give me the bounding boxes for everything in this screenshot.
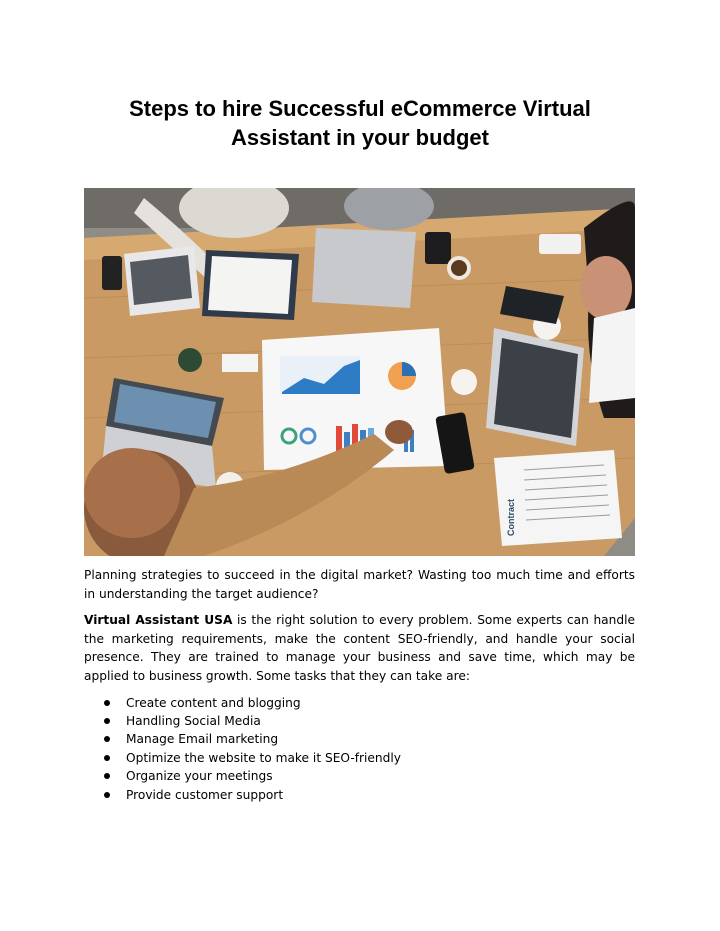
team-meeting-photo <box>84 188 635 556</box>
hero-image <box>84 188 635 556</box>
list-item: Provide customer support <box>104 786 635 804</box>
list-item: Manage Email marketing <box>104 730 635 748</box>
list-item: Optimize the website to make it SEO-friendly <box>104 749 635 767</box>
bullet-icon <box>104 700 110 706</box>
bullet-icon <box>104 773 110 779</box>
page-title-line-2: Assistant in your budget <box>231 125 489 150</box>
task-list <box>84 694 635 804</box>
list-item: Create content and blogging <box>104 694 635 712</box>
list-item: Handling Social Media <box>104 712 635 730</box>
bullet-icon <box>104 736 110 742</box>
va-link-text: Virtual Assistant USA <box>84 613 233 628</box>
va-paragraph-text: is the right solution to every problem. Some experts can handle the marketing requirements, make the content SEO-friendly, and handle your social presence. They are trained to manage your business and save time, which may be applied to business growth. Some tasks that they can take are: <box>84 613 636 683</box>
page-title <box>84 94 636 152</box>
article-body <box>84 566 635 804</box>
intro-paragraph: Planning strategies to succeed in the digital market? Wasting too much time and efforts in understanding the target audience? <box>84 568 635 601</box>
bullet-icon <box>104 718 110 724</box>
va-paragraph <box>84 611 635 685</box>
list-item: Organize your meetings <box>104 767 635 785</box>
contract-label: Contract <box>506 498 516 536</box>
page-title-line-1: Steps to hire Successful eCommerce Virtual <box>129 96 591 121</box>
bullet-icon <box>104 755 110 761</box>
bullet-icon <box>104 792 110 798</box>
